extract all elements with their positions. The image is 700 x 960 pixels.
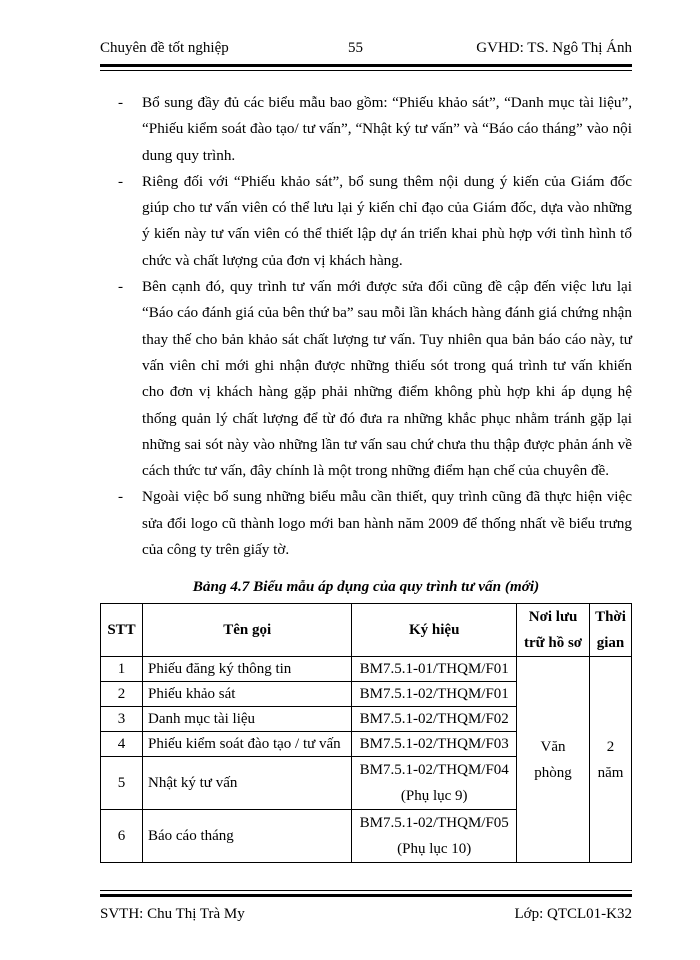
time-line1: 2 xyxy=(606,738,615,755)
header-time xyxy=(589,604,631,657)
bullet-text: Bên cạnh đó, quy trình tư vấn mới được sửa đổi cũng đề cập đến việc lưu lại “Báo cáo đánh giá của bên thứ ba” sau mỗi lần khách hàng đánh giá chứng nhận thay thế cho bản khảo sát chất lượng tư vấn. Tuy nhiên qua bản báo cáo này, tư vấn viên chỉ mới ghi nhận được những thiếu sót trong quá trình tư vấn khiến cho đơn vị khách hàng gặp phải những điểm không phù hợp khi áp dụng hệ thống quản lý chất lượng để từ đó đưa ra những khắc phục nhằm tránh gặp lại những sai sót này vào những lần tư vấn sau chứ chưa thu thập được phản ánh về cách thức tư vấn, đây chính là một trong những điểm hạn chế của chuyên đề. xyxy=(142,278,632,480)
header-storage-line2: trữ hồ sơ xyxy=(523,635,583,651)
cell-name: Phiếu đăng ký thông tin xyxy=(142,657,351,682)
storage-line2: phòng xyxy=(534,764,572,781)
header-thesis-title: Chuyên đề tốt nghiệp xyxy=(100,40,229,56)
bullet-dash: - xyxy=(118,94,124,111)
header-time-line1: Thời xyxy=(595,609,626,625)
header-symbol: Ký hiệu xyxy=(352,604,517,657)
cell-symbol: BM7.5.1-02/THQM/F02 xyxy=(352,707,517,732)
time-line2: năm xyxy=(597,764,624,781)
bullet-dash: - xyxy=(118,488,124,506)
page-number: 55 xyxy=(348,40,363,56)
page-header xyxy=(100,40,632,60)
bullet-dash: - xyxy=(118,172,124,190)
table-caption: Bảng 4.7 Biểu mẫu áp dụng của quy trình tư vấn (mới) xyxy=(192,578,540,595)
header-storage xyxy=(517,604,590,657)
bullet-item xyxy=(100,169,632,274)
header-time-line2: gian xyxy=(596,635,625,651)
header-name: Tên gọi xyxy=(142,604,351,657)
bullet-text: Bổ sung đầy đủ các biểu mẫu bao gồm: “Phiếu khảo sát”, “Danh mục tài liệu”, “Phiếu kiểm soát đào tạo/ tư vấn”, “Nhật ký tư vấn” và “Báo cáo tháng” vào nội dung quy trình. xyxy=(142,94,632,164)
cell-name: Báo cáo tháng xyxy=(142,810,351,863)
header-stt: STT xyxy=(101,604,143,657)
cell-storage xyxy=(517,657,590,863)
symbol-code: BM7.5.1-02/THQM/F04 xyxy=(359,762,509,778)
footer-student: SVTH: Chu Thị Trà My xyxy=(100,906,245,922)
symbol-code: BM7.5.1-02/THQM/F05 xyxy=(359,815,509,831)
header-advisor: GVHD: TS. Ngô Thị Ánh xyxy=(476,40,632,56)
cell-stt: 4 xyxy=(101,732,143,757)
cell-symbol xyxy=(352,810,517,863)
bullet-item xyxy=(100,274,632,484)
cell-stt: 6 xyxy=(101,810,143,863)
header-storage-line1: Nơi lưu xyxy=(528,609,578,625)
bullet-dash: - xyxy=(118,278,124,296)
header-rule-thick xyxy=(100,64,632,67)
cell-stt: 5 xyxy=(101,757,143,810)
cell-stt: 1 xyxy=(101,657,143,682)
table-row xyxy=(101,657,632,682)
symbol-note: (Phụ lục 9) xyxy=(400,788,468,804)
table-header-row xyxy=(101,604,632,657)
symbol-note: (Phụ lục 10) xyxy=(397,841,472,857)
cell-symbol: BM7.5.1-02/THQM/F03 xyxy=(352,732,517,757)
storage-line1: Văn xyxy=(540,738,566,755)
bullet-item xyxy=(100,90,632,169)
footer-rule-thin xyxy=(100,890,632,891)
cell-stt: 3 xyxy=(101,707,143,732)
cell-symbol xyxy=(352,757,517,810)
cell-name: Danh mục tài liệu xyxy=(142,707,351,732)
cell-stt: 2 xyxy=(101,682,143,707)
bullet-text: Ngoài việc bổ sung những biểu mẫu cần thiết, quy trình cũng đã thực hiện việc sửa đổi logo cũ thành logo mới ban hành năm 2009 để thống nhất về biểu trưng của công ty trên giấy tờ. xyxy=(142,488,632,559)
cell-time xyxy=(589,657,631,863)
cell-name: Phiếu kiểm soát đào tạo / tư vấn xyxy=(142,732,351,757)
footer-rule-thick xyxy=(100,894,632,897)
cell-symbol: BM7.5.1-01/THQM/F01 xyxy=(352,657,517,682)
footer-class: Lớp: QTCL01-K32 xyxy=(514,906,632,922)
bullet-item xyxy=(100,484,632,563)
bullet-text: Riêng đối với “Phiếu khảo sát”, bổ sung thêm nội dung ý kiến của Giám đốc giúp cho tư vấn viên có thể lưu lại ý kiến chỉ đạo của Giám đốc, dựa vào những ý kiến này tư vấn viên có thể thiết lập dự án triển khai phù hợp với tình hình tổ chức và chất lượng của đơn vị khách hàng. xyxy=(142,172,632,269)
body-text xyxy=(100,90,632,563)
header-rule-thin xyxy=(100,70,632,71)
cell-name: Phiếu khảo sát xyxy=(142,682,351,707)
cell-symbol: BM7.5.1-02/THQM/F01 xyxy=(352,682,517,707)
cell-name: Nhật ký tư vấn xyxy=(142,757,351,810)
forms-table xyxy=(100,603,632,863)
